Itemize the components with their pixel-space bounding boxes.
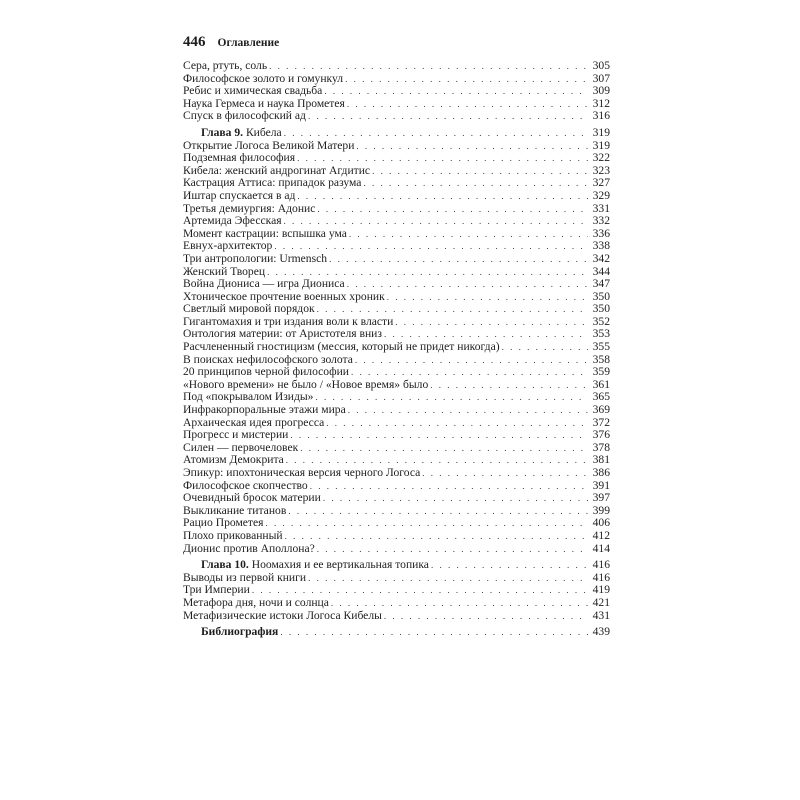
toc-entry-title: Сера, ртуть, соль [183, 59, 268, 72]
toc-entry [183, 278, 610, 291]
toc-entry [183, 253, 610, 266]
toc-entry-title [201, 127, 282, 140]
table-of-contents [183, 60, 610, 639]
toc-entry-page: 305 [592, 59, 610, 72]
dot-leader [326, 417, 588, 430]
dot-leader [317, 203, 588, 216]
chapter-title: Кибела [245, 125, 282, 139]
toc-entry-title: Рацио Прометея [183, 516, 264, 530]
toc-entry-page: 439 [592, 625, 610, 639]
toc-entry-page: 319 [592, 138, 610, 152]
toc-entry-title: Ребис и химическая свадьба [183, 84, 323, 98]
toc-entry-page: 414 [592, 541, 610, 555]
dot-leader [297, 152, 588, 165]
toc-entry-page: 381 [592, 453, 610, 467]
toc-entry-title: Выкликание титанов [183, 503, 287, 517]
toc-entry-title: Прогресс и мистерии [183, 428, 289, 442]
toc-entry-title: «Нового времени» не было / «Новое время» было [183, 377, 429, 391]
toc-entry-title: Очевидный бросок материи [183, 491, 321, 505]
toc-entry-page: 355 [592, 340, 610, 354]
toc-entry-title: Под «покрывалом Изиды» [183, 390, 314, 404]
toc-entry-page: 350 [592, 302, 610, 316]
dot-leader [269, 60, 588, 73]
toc-entry-title: Расчлененный гностицизм (мессия, который не придет никогда) [183, 340, 500, 354]
chapter-label: Глава 10. [201, 558, 249, 572]
toc-entry [183, 492, 610, 505]
toc-entry-page: 416 [592, 570, 610, 584]
toc-entry-title: Три антропологии: Urmensch [183, 251, 328, 265]
toc-entry-page: 323 [592, 163, 610, 177]
toc-entry-title: Момент кастрации: вспышка ума [183, 226, 347, 240]
toc-entry [183, 190, 610, 203]
dot-leader [308, 572, 588, 585]
chapter-title: Ноомахия и ее вертикальная топика [251, 558, 429, 572]
toc-entry-title: Архаическая идея прогресса [183, 415, 325, 429]
toc-entry-page: 322 [592, 151, 610, 165]
dot-leader [502, 341, 588, 354]
toc-entry-page: 309 [592, 84, 610, 98]
dot-leader [347, 98, 588, 111]
toc-bibliography [183, 626, 610, 639]
toc-entry-title: Евнух-архитектор [183, 239, 273, 253]
toc-entry-title: Хтоническое прочтение военных хроник [183, 289, 385, 303]
toc-entry [183, 597, 610, 610]
dot-leader [384, 610, 588, 623]
toc-entry-page: 431 [592, 608, 610, 622]
toc-entry-page: 316 [592, 109, 610, 123]
toc-entry-page: 331 [592, 201, 610, 215]
toc-entry [183, 341, 610, 354]
dot-leader [297, 190, 588, 203]
toc-entry-title: Дионис против Аполлона? [183, 541, 315, 555]
toc-entry [183, 60, 610, 73]
dot-leader [356, 140, 588, 153]
dot-leader [355, 354, 588, 367]
dot-leader [347, 278, 588, 291]
toc-entry [183, 85, 610, 98]
toc-entry [183, 152, 610, 165]
toc-entry-page: 307 [592, 71, 610, 85]
toc-entry-title: Спуск в философский ад [183, 109, 306, 123]
toc-entry [183, 543, 610, 556]
dot-leader [395, 316, 588, 329]
toc-entry-page: 347 [592, 277, 610, 291]
dot-leader [363, 177, 588, 190]
toc-entry-page: 342 [592, 251, 610, 265]
toc-entry-title: Открытие Логоса Великой Матери [183, 138, 355, 152]
dot-leader [324, 85, 588, 98]
toc-entry [183, 429, 610, 442]
toc-entry-title: Метафора дня, ночи и солнца [183, 595, 329, 609]
toc-entry-page: 361 [592, 377, 610, 391]
toc-entry-title: Гигантомахия и три издания воли к власти [183, 314, 394, 328]
toc-entry-page: 399 [592, 503, 610, 517]
toc-entry [183, 404, 610, 417]
dot-leader [284, 215, 588, 228]
toc-chapter-9 [183, 127, 610, 140]
toc-entry-title: Женский Творец [183, 264, 266, 278]
toc-entry-page: 419 [592, 583, 610, 597]
toc-entry-title: Иштар спускается в ад [183, 188, 296, 202]
toc-entry-title: Третья демиургия: Адонис [183, 201, 316, 215]
toc-entry-title: Выводы из первой книги [183, 570, 307, 584]
toc-entry-title: Философское золото и гомункул [183, 71, 344, 85]
dot-leader [431, 559, 588, 572]
toc-entry-title: Светлый мировой порядок [183, 302, 315, 316]
toc-entry [183, 303, 610, 316]
toc-entry-page: 312 [592, 96, 610, 110]
toc-entry-title: Война Диониса — игра Диониса [183, 277, 345, 291]
dot-leader [265, 517, 588, 530]
toc-entry-title: Силен — первочеловек [183, 440, 299, 454]
toc-entry-title: Три Империи [183, 583, 250, 597]
toc-entry-title: Эпикур: ипохтоническая версия черного Логоса [183, 466, 421, 479]
toc-entry [183, 467, 610, 480]
toc-entry-title: Онтология материи: от Аристотеля вниз [183, 327, 382, 341]
dot-leader [284, 127, 588, 140]
toc-entry-title: Кастрация Аттиса: припадок разума [183, 176, 362, 190]
toc-entry-page: 352 [592, 314, 610, 328]
toc-entry-page: 332 [592, 214, 610, 228]
toc-entry-page: 416 [592, 558, 610, 572]
page-number: 446 [183, 34, 206, 50]
toc-entry-title: Кибела: женский андрогинат Агдитис [183, 163, 371, 177]
toc-chapter-10 [183, 559, 610, 572]
toc-section-3 [183, 572, 610, 622]
toc-entry-page: 359 [592, 365, 610, 379]
chapter-label: Глава 9. [201, 125, 244, 139]
dot-leader [308, 110, 588, 123]
toc-entry [183, 110, 610, 123]
toc-entry-title: Библиография [201, 625, 279, 639]
toc-entry-page: 338 [592, 239, 610, 253]
dot-leader [290, 429, 588, 442]
toc-entry [183, 610, 610, 623]
toc-entry-page: 369 [592, 403, 610, 417]
toc-entry-title: Атомизм Демокрита [183, 453, 284, 467]
toc-entry-title: Инфракорпоральные этажи мира [183, 403, 346, 417]
toc-entry-page: 391 [592, 478, 610, 492]
dot-leader [288, 505, 588, 518]
toc-entry-title: Подземная философия [183, 151, 296, 165]
page-header [183, 33, 279, 51]
dot-leader [349, 228, 588, 241]
toc-entry-page: 406 [592, 516, 610, 530]
toc-entry-page: 327 [592, 176, 610, 190]
toc-entry-page: 412 [592, 528, 610, 542]
toc-entry-page: 336 [592, 226, 610, 240]
running-title: Оглавление [217, 37, 280, 49]
dot-leader [317, 303, 588, 316]
dot-leader [422, 467, 588, 480]
toc-entry-page: 365 [592, 390, 610, 404]
toc-entry-title: Философское скопчество [183, 478, 308, 492]
toc-entry-title [201, 559, 429, 572]
toc-entry-page: 350 [592, 289, 610, 303]
toc-entry-title: Наука Гермеса и наука Прометея [183, 96, 345, 110]
toc-entry-page: 397 [592, 491, 610, 505]
toc-entry [183, 530, 610, 543]
toc-entry-page: 329 [592, 188, 610, 202]
toc-entry-page: 372 [592, 415, 610, 429]
dot-leader [317, 543, 588, 556]
toc-entry-title: 20 принципов черной философии [183, 365, 350, 379]
dot-leader [280, 626, 588, 639]
toc-entry-title: Артемида Эфесская [183, 214, 282, 228]
toc-entry-page: 421 [592, 595, 610, 609]
toc-entry-title: Метафизические истоки Логоса Кибелы [183, 608, 382, 622]
dot-leader [329, 253, 588, 266]
toc-entry [183, 215, 610, 228]
dot-leader [323, 492, 588, 505]
dot-leader [345, 73, 588, 86]
toc-entry-title: В поисках нефилософского золота [183, 352, 353, 366]
dot-leader [348, 404, 588, 417]
dot-leader [372, 165, 588, 178]
dot-leader [430, 379, 588, 392]
dot-leader [331, 597, 588, 610]
dot-leader [285, 530, 588, 543]
dot-leader [315, 391, 588, 404]
toc-entry [183, 366, 610, 379]
dot-leader [310, 480, 588, 493]
toc-entry-page: 344 [592, 264, 610, 278]
toc-entry-page: 319 [592, 125, 610, 139]
dot-leader [351, 366, 588, 379]
toc-section-1 [183, 60, 610, 123]
dot-leader [387, 291, 588, 304]
toc-entry-title: Плохо прикованный [183, 528, 283, 542]
toc-entry-page: 376 [592, 428, 610, 442]
toc-section-2 [183, 140, 610, 556]
dot-leader [300, 442, 588, 455]
toc-entry-page: 386 [592, 466, 610, 479]
toc-entry-page: 358 [592, 352, 610, 366]
toc-entry-page: 353 [592, 327, 610, 341]
toc-entry-page: 378 [592, 440, 610, 454]
